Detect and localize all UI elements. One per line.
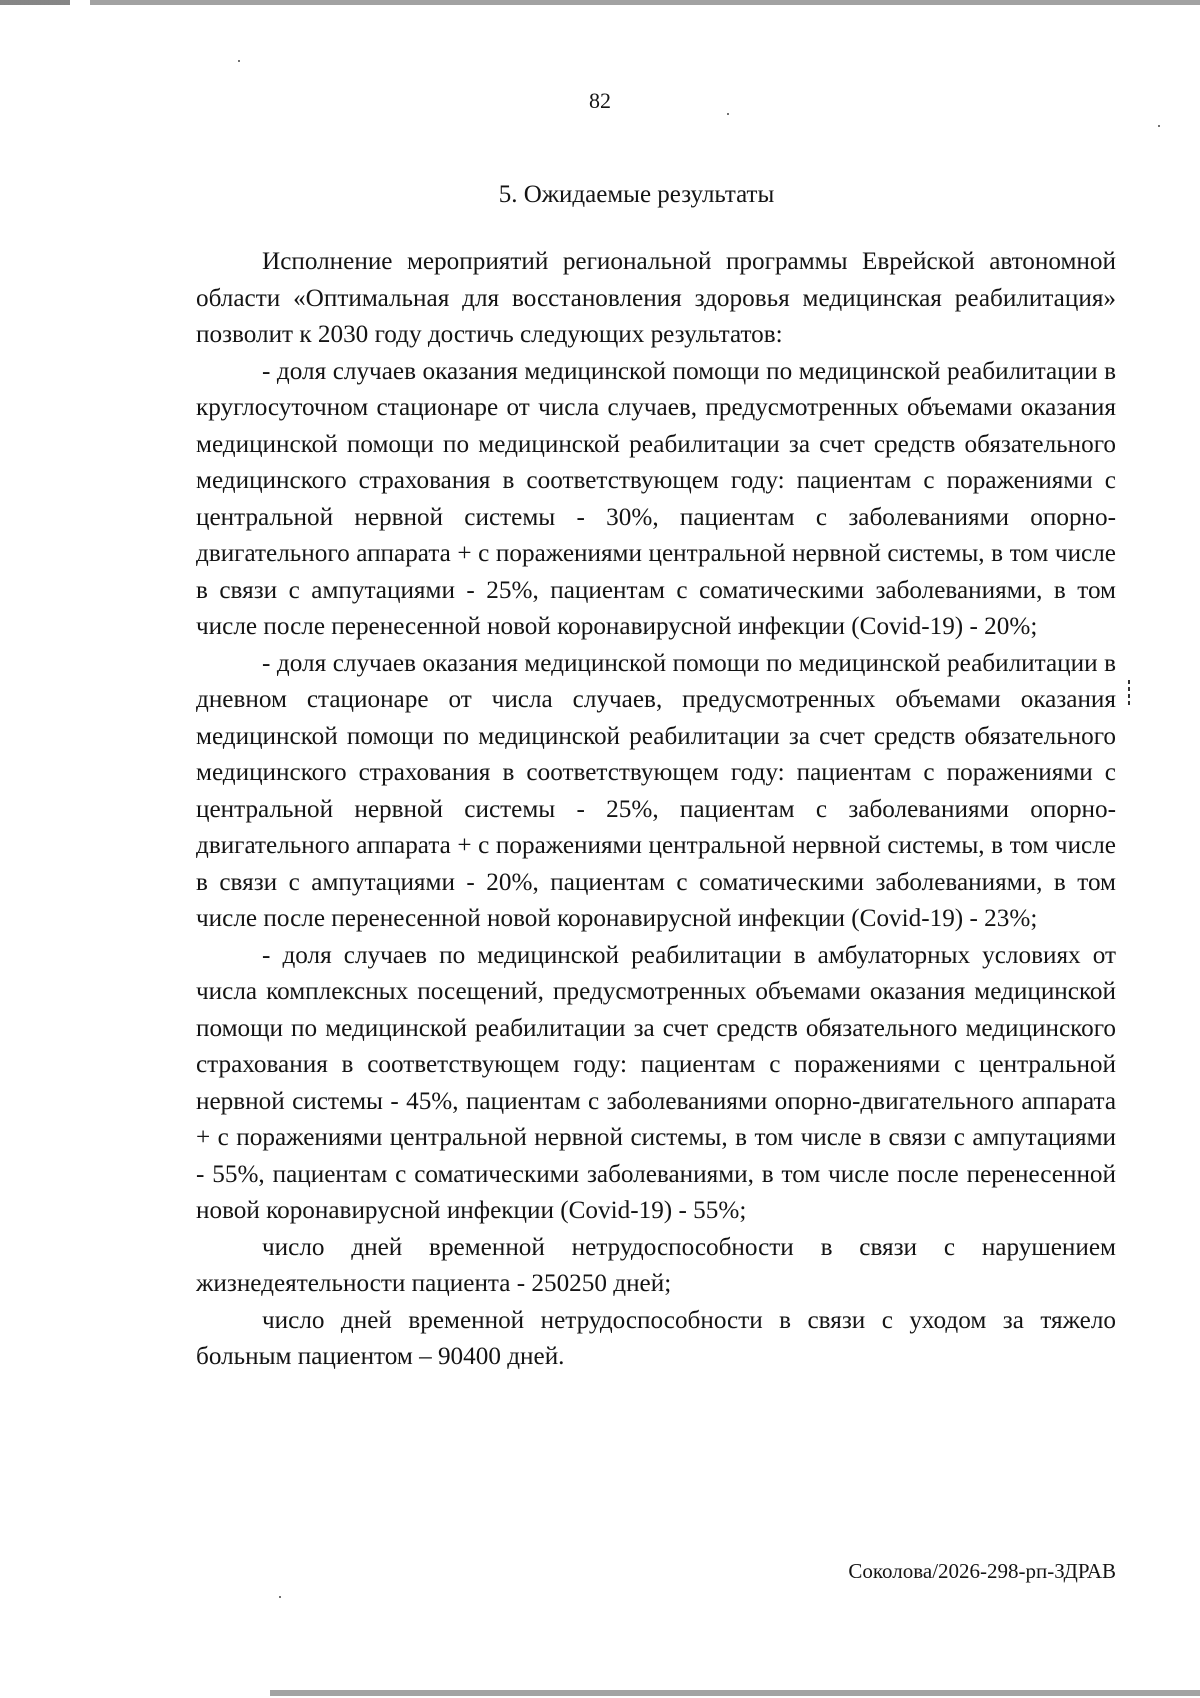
intro-paragraph: Исполнение мероприятий региональной программы Еврейской автономной области «Оптимальная для восстановления здоровья медицинская реабилитация» позволит к 2030 году достичь следующих результатов: [196,248,1116,348]
body-text [196,244,1116,1376]
result-item-disability-days: число дней временной нетрудоспособности в связи с нарушением жизнедеятельности пациента - 250250 дней; [196,1233,1116,1297]
scan-edge-top [0,0,1200,5]
document-signature: Соколова/2026-298-рп-ЗДРАВ [848,1559,1116,1583]
scan-speck [279,1596,281,1598]
scan-speck [1158,125,1160,127]
section-title: 5. Ожидаемые результаты [498,181,775,208]
scan-speck [238,60,240,62]
scan-edge-bottom [270,1690,1200,1696]
result-item-outpatient: - доля случаев по медицинской реабилитации в амбулаторных условиях от числа комплексных посещений, предусмотренных объемами оказания медицинской помощи по медицинской реабилитации за счет средств обязательного медицинского страхования в соответствующем году: пациентам с поражениями с центральной нервной системы - 45%, пациентам с заболеваниями опорно-двигательного аппарата + с поражениями центральной нервной системы, в том числе в связи с ампутациями - 55%, пациентам с соматическими заболеваниями, в том числе после перенесенной новой коронавирусной инфекции (Covid-19) - 55%; [196,941,1116,1224]
scan-speck [727,113,729,115]
result-item-round-the-clock: - доля случаев оказания медицинской помощи по медицинской реабилитации в круглосуточном стационаре от числа случаев, предусмотренных объемами оказания медицинской помощи по медицинской реабилитации за счет средств обязательного медицинского страхования в соответствующем году: пациентам с поражениями с центральной нервной системы - 30%, пациентам с заболеваниями опорно-двигательного аппарата + с поражениями центральной нервной системы, в том числе в связи с ампутациями - 25%, пациентам с соматическими заболеваниями, в том числе после перенесенной новой коронавирусной инфекции (Covid-19) - 20%; [196,357,1116,640]
result-item-care-days: число дней временной нетрудоспособности в связи с уходом за тяжело больным пациентом – 90400 дней. [196,1306,1116,1370]
margin-mark [1128,680,1130,706]
page-number: 82 [589,88,611,113]
result-item-day-hospital: - доля случаев оказания медицинской помощи по медицинской реабилитации в дневном стационаре от числа случаев, предусмотренных объемами оказания медицинской помощи по медицинской реабилитации за счет средств обязательного медицинского страхования в соответствующем году: пациентам с поражениями с центральной нервной системы - 25%, пациентам с заболеваниями опорно-двигательного аппарата + с поражениями центральной нервной системы, в том числе в связи с ампутациями - 20%, пациентам с соматическими заболеваниями, в том числе после перенесенной новой коронавирусной инфекции (Covid-19) - 23%; [196,649,1116,932]
